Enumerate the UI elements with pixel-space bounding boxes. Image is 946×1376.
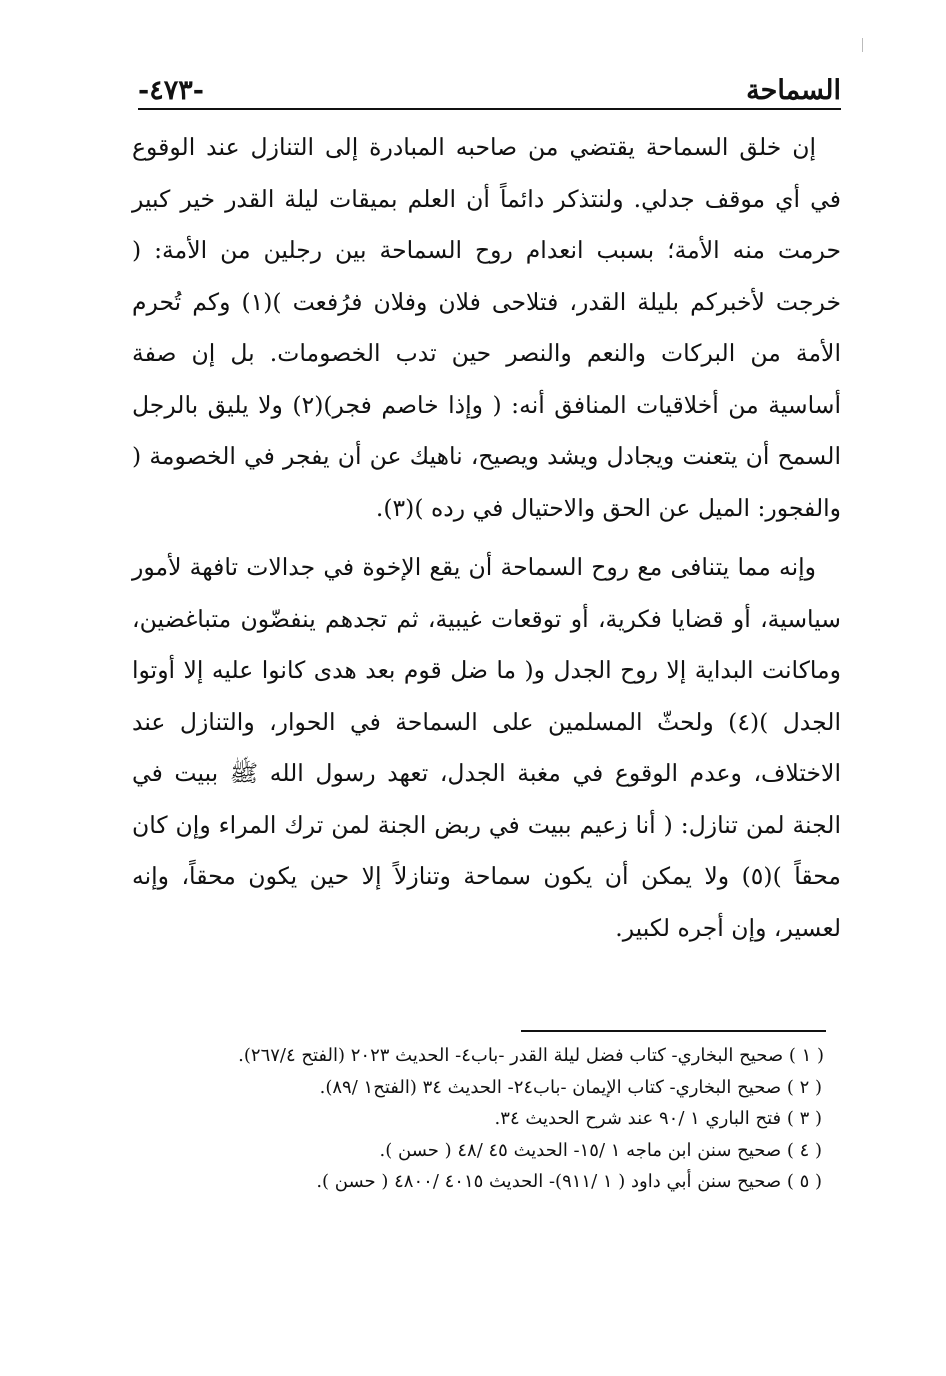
paragraph: وإنه مما يتنافى مع روح السماحة أن يقع الإخوة في جدالات تافهة لأمور سياسية، أو قضايا فكرية، أو توقعات غيبية، ثم تجدهم ينفضّون متباغضين، وماكانت البداية إلا روح الجدل و( ما ضل قوم بعد هدى كانوا عليه إلا أوتوا الجدل )(٤) ولحثّ المسلمين على السماحة في الحوار، والتنازل عند الاختلاف، وعدم الوقوع في مغبة الجدل، تعهد رسول الله ﷺ ببيت في الجنة لمن تنازل: ( أنا زعيم ببيت في ربض الجنة لمن ترك المراء وإن كان محقاً )(٥) ولا يمكن أن يكون سماحة وتنازلاً إلا حين يكون محقاً، وإنه لعسير، وإن أجره لكبير.: [132, 553, 841, 942]
footnote-1: ( ١ ) صحيح البخاري- كتاب فضل ليلة القدر -باب٤- الحديث ٢٠٢٣ (الفتح ٢٦٧/٤).: [238, 1045, 824, 1066]
footnote-4: ( ٤ ) صحيح سنن ابن ماجه ١ /١٥- الحديث ٤٥ /٤٨ ( حسن ).: [379, 1139, 822, 1161]
footnotes: [110, 1040, 824, 1198]
paragraph: إن خلق السماحة يقتضي من صاحبه المبادرة إلى التنازل عند الوقوع في أي موقف جدلي. ولنتذكر دائماً أن العلم بميقات ليلة القدر خير كبير حرمت منه الأمة؛ بسبب انعدام روح السماحة بين رجلين من الأمة: ( خرجت لأخبركم بليلة القدر، فتلاحى فلان وفلان فرُفعت )(١) وكم تُحرم الأمة من البركات والنعم والنصر حين تدب الخصومات. بل إن صفة أساسية من أخلاقيات المنافق أنه: ( وإذا خاصم فجر)(٢) ولا يليق بالرجل السمح أن يتعنت ويجادل ويشد ويصيح، ناهيك عن أن يفجر في الخصومة ( والفجور: الميل عن الحق والاحتيال في رده )(٣).: [132, 133, 842, 522]
running-title: السماحة: [746, 75, 841, 106]
page-header: [138, 66, 841, 106]
main-text: [132, 122, 841, 954]
footnote-3: ( ٣ ) فتح الباري ١ /٩٠ عند شرح الحديث ٣٤.: [494, 1108, 822, 1129]
margin-tick: [862, 38, 863, 52]
header-rule: [138, 108, 841, 110]
footnote-rule: [521, 1030, 826, 1032]
footnote-2: ( ٢ ) صحيح البخاري- كتاب الإيمان -باب٢٤- الحديث ٣٤ (الفتح١ /٨٩).: [319, 1076, 822, 1098]
footnote-5: ( ٥ ) صحيح سنن أبي داود ( ١ /٩١١)- الحديث ٤٠١٥ /٤٨٠٠ ( حسن ).: [316, 1171, 822, 1192]
page-number: -٤٧٣-: [138, 75, 204, 106]
